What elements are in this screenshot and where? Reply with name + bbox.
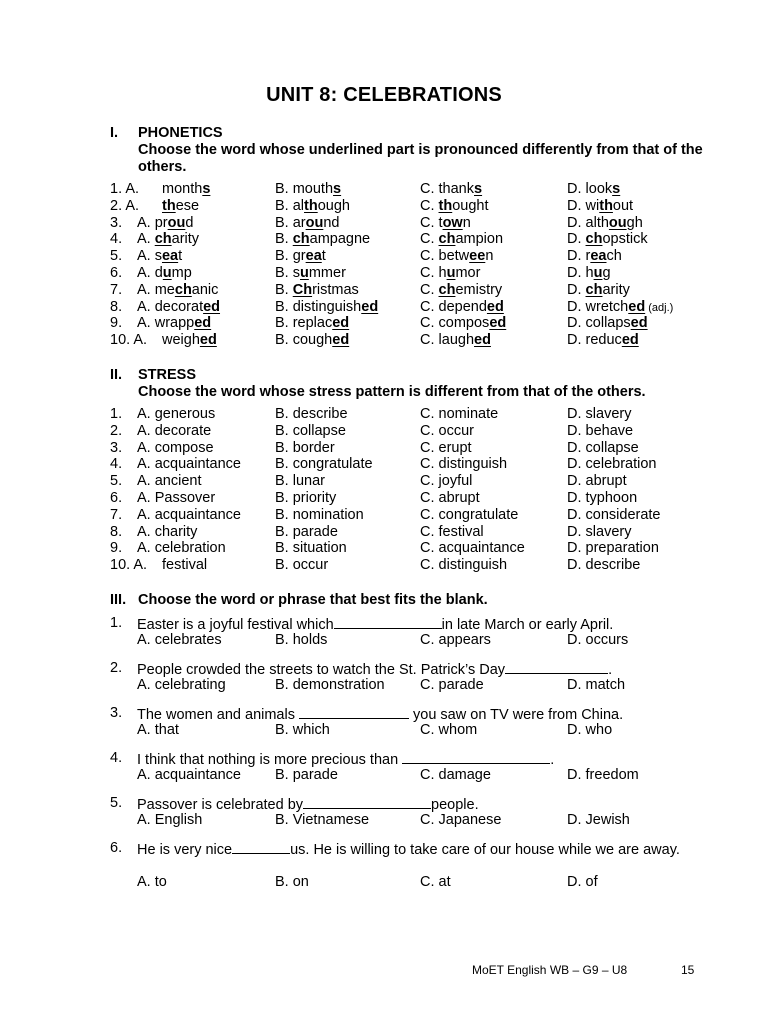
stress-row [0, 507, 768, 524]
underlined-sound: ea [305, 248, 322, 265]
item-number: 6. [110, 265, 123, 281]
option-d: D. slavery [567, 406, 632, 422]
option-a: these [162, 197, 200, 214]
question-stem: I think that nothing is more precious than [137, 752, 403, 768]
item-number: 10. A. [110, 557, 148, 574]
option-a: A. proud [137, 214, 194, 231]
option-b: B. collapse [275, 422, 346, 439]
underlined-sound: ch [585, 281, 603, 298]
stress-row [0, 490, 768, 507]
underlined-sound: ed [621, 332, 639, 349]
option-d: D. charity [567, 281, 630, 298]
option-d: D. collapsed [567, 315, 648, 332]
option-d: D. although [567, 214, 643, 231]
phonetics-row [0, 282, 768, 299]
option-c: C. Japanese [420, 812, 502, 828]
option-b: B. Christmas [275, 281, 359, 298]
option-c: C. distinguish [420, 456, 508, 473]
question-stem: The women and animals [137, 707, 299, 723]
underlined-sound: u [299, 265, 309, 281]
underlined-sound: u [162, 265, 172, 281]
item-number: 8. [110, 298, 123, 315]
stress-row [0, 456, 768, 473]
option-d: D. reduced [567, 332, 639, 349]
option-c: C. thought [420, 197, 489, 214]
option-a: A. acquaintance [137, 767, 241, 783]
underlined-sound: u [446, 265, 456, 281]
option-d: D. Jewish [567, 812, 630, 828]
underlined-sound: s [612, 181, 621, 197]
option-c: C. erupt [420, 439, 472, 456]
answer-blank [505, 660, 608, 674]
underlined-sound: ou [305, 214, 324, 231]
underlined-sound: ed [489, 315, 507, 332]
option-b: B. champagne [275, 231, 371, 248]
option-d: D. preparation [567, 540, 659, 557]
option-d: D. describe [567, 557, 641, 574]
option-a: A. decorated [137, 298, 221, 315]
item-number: 8. [110, 523, 123, 540]
underlined-sound: s [202, 181, 211, 197]
option-b: B. demonstration [275, 677, 385, 693]
phonetics-row [0, 215, 768, 232]
option-d: D. celebration [567, 456, 657, 473]
underlined-sound: ch [438, 281, 456, 298]
underlined-sound: th [304, 197, 318, 214]
option-a: A. mechanic [137, 281, 219, 298]
option-c: C. occur [420, 422, 474, 439]
phonetics-row [0, 248, 768, 265]
option-c: C. at [420, 874, 451, 890]
question-text [137, 840, 697, 859]
item-number: 9. [110, 540, 123, 557]
item-number: 1. A. [110, 181, 140, 197]
option-c: C. joyful [420, 473, 473, 490]
question-stem: Easter is a joyful festival which [137, 617, 334, 633]
question-tail: people. [431, 797, 479, 813]
phonetics-row [0, 299, 768, 316]
phonetics-row [0, 198, 768, 215]
option-a: A. compose [137, 439, 214, 456]
underlined-sound: ch [154, 231, 172, 248]
question-stem: Passover is celebrated by [137, 797, 304, 813]
option-a: A. wrapped [137, 315, 212, 332]
option-d: D. considerate [567, 506, 661, 523]
question-number: 2. [110, 660, 123, 676]
option-a: A. English [137, 812, 203, 828]
answer-blank [303, 795, 431, 809]
underlined-sound: th [599, 197, 613, 214]
option-a: A. seat [137, 248, 183, 265]
underlined-sound: s [333, 181, 342, 197]
option-b: B. describe [275, 406, 348, 422]
option-c: C. acquaintance [420, 540, 525, 557]
option-a: A. generous [137, 406, 216, 422]
option-d: D. looks [567, 181, 621, 197]
underlined-sound: ed [332, 332, 350, 349]
option-b: B. replaced [275, 315, 350, 332]
stress-row [0, 524, 768, 541]
option-c: C. abrupt [420, 490, 480, 506]
answer-blank [402, 750, 550, 764]
question-tail: you saw on TV were from China. [409, 707, 624, 723]
option-a: A. charity [137, 523, 198, 540]
option-b: B. summer [275, 265, 346, 281]
option-d: D. abrupt [567, 473, 627, 490]
underlined-sound: th [162, 197, 176, 214]
option-b: B. great [275, 248, 326, 265]
page-number: 15 [681, 963, 695, 977]
underlined-sound: ea [590, 248, 607, 265]
question-stem: He is very nice [137, 842, 233, 858]
item-number: 7. [110, 506, 123, 523]
option-c: C. thanks [420, 181, 483, 197]
underlined-sound: Ch [292, 281, 313, 298]
option-a: A. ancient [137, 473, 202, 490]
option-d: D. hug [567, 265, 611, 281]
option-c: C. champion [420, 231, 504, 248]
option-b: B. congratulate [275, 456, 373, 473]
question-number: 5. [110, 795, 123, 811]
option-a: festival [162, 557, 208, 574]
item-number: 1. [110, 406, 123, 422]
section-instruction: Choose the word whose stress pattern is different from that of the others. [138, 384, 646, 400]
option-c: C. depended [420, 298, 504, 315]
item-number: 9. [110, 315, 123, 332]
underlined-sound: ed [630, 315, 648, 332]
question-tail: . [550, 752, 555, 768]
option-a: A. dump [137, 265, 192, 281]
section-phonetics-header [110, 125, 710, 175]
option-d: D. chopstick [567, 231, 648, 248]
section-label: STRESS [138, 367, 197, 383]
option-c: C. nominate [420, 406, 499, 422]
underlined-sound: ed [628, 298, 646, 315]
item-number: 7. [110, 281, 123, 298]
underlined-sound: ed [361, 298, 379, 315]
option-b: B. border [275, 439, 335, 456]
phonetics-row [0, 181, 768, 198]
underlined-sound: ea [161, 248, 179, 265]
underlined-sound: ed [199, 332, 217, 349]
item-number: 2. A. [110, 197, 140, 214]
option-b: B. holds [275, 632, 328, 648]
option-b: B. mouths [275, 181, 342, 197]
underlined-sound: ed [194, 315, 212, 332]
option-a: A. decorate [137, 422, 212, 439]
option-d: D. of [567, 874, 598, 890]
stress-row [0, 440, 768, 457]
underlined-sound: u [593, 265, 603, 281]
option-b: B. situation [275, 540, 347, 557]
item-number: 3. [110, 214, 123, 231]
option-d: D. behave [567, 422, 634, 439]
answer-blank [334, 615, 442, 629]
phonetics-row [0, 265, 768, 282]
question-number: 6. [110, 840, 123, 856]
option-c: C. laughed [420, 332, 491, 349]
option-b: B. occur [275, 557, 329, 574]
item-number: 5. [110, 473, 123, 490]
phonetics-row [0, 332, 768, 349]
option-c: C. festival [420, 523, 484, 540]
section-number: II. [110, 367, 123, 383]
stress-row [0, 423, 768, 440]
option-d: D. freedom [567, 767, 639, 783]
item-number: 5. [110, 248, 123, 265]
question-tail: . [608, 662, 613, 678]
option-b: B. parade [275, 767, 338, 783]
section-label: Choose the word or phrase that best fits the blank. [138, 592, 488, 608]
option-b: B. parade [275, 523, 338, 540]
underlined-sound: ed [332, 315, 350, 332]
option-c: C. damage [420, 767, 491, 783]
question-tail: in late March or early April. [441, 617, 614, 633]
section-stress-header [110, 367, 710, 401]
option-a: A. celebrating [137, 677, 226, 693]
option-note: (adj.) [645, 301, 674, 314]
option-a: A. that [137, 722, 179, 738]
underlined-sound: ed [203, 298, 221, 315]
question-tail: us. He is willing to take care of our house while we are away. [290, 842, 680, 858]
section-vocab-header [110, 592, 710, 609]
stress-row [0, 540, 768, 557]
option-c: C. appears [420, 632, 491, 648]
option-a: A. celebrates [137, 632, 222, 648]
option-a: A. to [137, 874, 167, 890]
underlined-sound: ch [438, 231, 456, 248]
option-c: C. between [420, 248, 494, 265]
option-b: B. nomination [275, 506, 364, 523]
underlined-sound: ed [474, 332, 491, 349]
option-d: D. wretched (adj.) [567, 298, 674, 315]
option-a: A. acquaintance [137, 506, 241, 523]
option-d: D. typhoon [567, 490, 638, 506]
option-c: C. composed [420, 315, 507, 332]
option-a: A. Passover [137, 490, 216, 506]
underlined-sound: ed [486, 298, 504, 315]
underlined-sound: ch [174, 281, 192, 298]
option-b: B. which [275, 722, 330, 738]
phonetics-row [0, 315, 768, 332]
item-number: 10. A. [110, 332, 148, 349]
option-b: B. Vietnamese [275, 812, 370, 828]
option-a: A. charity [137, 231, 200, 248]
underlined-sound: th [438, 197, 453, 214]
underlined-sound: ou [167, 214, 186, 231]
underlined-sound: ou [608, 214, 627, 231]
option-c: C. town [420, 214, 471, 231]
underlined-sound: ch [585, 231, 603, 248]
option-c: C. distinguish [420, 557, 508, 574]
option-b: B. distinguished [275, 298, 379, 315]
item-number: 6. [110, 490, 123, 506]
question-number: 3. [110, 705, 123, 721]
question-text [137, 705, 697, 724]
option-d: D. occurs [567, 632, 629, 648]
option-c: C. whom [420, 722, 478, 738]
option-b: B. on [275, 874, 309, 890]
option-c: C. chemistry [420, 281, 503, 298]
section-number: III. [110, 592, 127, 608]
option-d: D. without [567, 197, 634, 214]
question-stem: People crowded the streets to watch the St. Patrick’s Day [137, 662, 506, 678]
option-a: months [162, 181, 211, 197]
answer-blank [299, 705, 409, 719]
item-number: 2. [110, 422, 123, 439]
option-b: B. priority [275, 490, 337, 506]
answer-blank [232, 840, 290, 854]
page-title: UNIT 8: CELEBRATIONS [266, 84, 502, 106]
option-c: C. congratulate [420, 506, 519, 523]
footer-text: MoET English WB – G9 – U8 [472, 963, 628, 977]
underlined-sound: ch [292, 231, 310, 248]
option-b: B. coughed [275, 332, 350, 349]
option-a: weighed [162, 332, 217, 349]
phonetics-row [0, 231, 768, 248]
option-d: D. slavery [567, 523, 632, 540]
option-c: C. parade [420, 677, 484, 693]
stress-row [0, 557, 768, 574]
item-number: 4. [110, 231, 123, 248]
section-label: PHONETICS [138, 125, 223, 141]
question-number: 4. [110, 750, 123, 766]
stress-row [0, 406, 768, 423]
option-a: A. acquaintance [137, 456, 241, 473]
option-b: B. although [275, 197, 350, 214]
question-number: 1. [110, 615, 123, 631]
option-d: D. match [567, 677, 626, 693]
underlined-sound: s [474, 181, 483, 197]
option-a: A. celebration [137, 540, 226, 557]
underlined-sound: ee [469, 248, 486, 265]
stress-row [0, 473, 768, 490]
underlined-sound: ow [442, 214, 463, 231]
section-instruction: Choose the word whose underlined part is pronounced differently from that of the others. [138, 142, 703, 175]
item-number: 4. [110, 456, 123, 473]
option-d: D. collapse [567, 439, 639, 456]
item-number: 3. [110, 439, 123, 456]
option-d: D. who [567, 722, 613, 738]
option-b: B. around [275, 214, 340, 231]
section-number: I. [110, 125, 119, 141]
option-d: D. reach [567, 248, 622, 265]
option-b: B. lunar [275, 473, 325, 490]
option-c: C. humor [420, 265, 481, 281]
